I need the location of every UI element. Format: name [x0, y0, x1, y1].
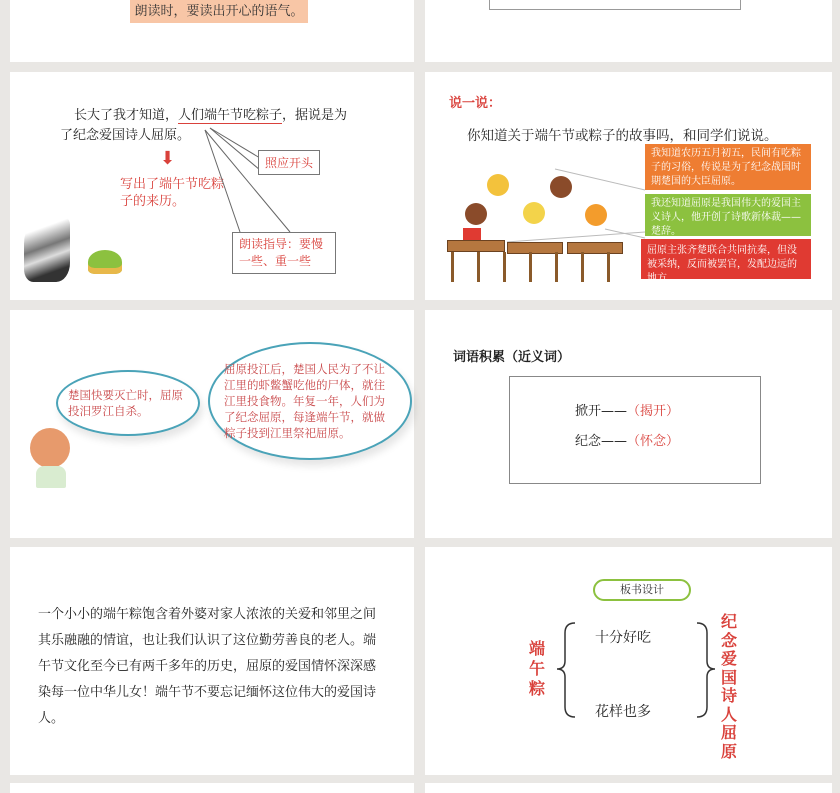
callout-reading-guide: 朗读指导：要慢一些、重一些 — [232, 232, 336, 274]
paren: （ — [627, 434, 641, 449]
synonym-row-2 — [575, 430, 679, 449]
story-box-1: 我知道农历五月初五，民间有吃粽子的习俗，传说是为了纪念战国时期楚国的大臣屈原。 — [645, 144, 811, 190]
passage-underlined: 人们端午节吃粽子 — [178, 108, 283, 123]
word: 掀开—— — [575, 404, 628, 419]
slide-6[interactable] — [10, 547, 414, 775]
board-item-2: 花样也多 — [595, 704, 651, 720]
speech-bubble-small: 楚国快要灭亡时，屈原投汨罗江自杀。 — [56, 370, 200, 436]
girl-body — [36, 466, 66, 488]
slide-8[interactable] — [10, 783, 414, 793]
frame-box — [489, 0, 741, 10]
slide-9[interactable] — [425, 783, 832, 793]
slide-1[interactable] — [10, 0, 414, 62]
summary-paragraph: 一个小小的端午粽饱含着外婆对家人浓浓的关爱和邻里之间其乐融融的情谊，也让我们认识了这位勤劳善良的老人。端午节文化至今已有两千多年的历史，屈原的爱国情怀深深感染每一位中华儿女！端午节不要忘记缅怀这位伟大的爱国诗人。 — [38, 607, 377, 726]
slide-heading: 说一说： — [449, 96, 502, 111]
passage-pre: 长大了我才知道， — [74, 108, 179, 123]
story-box-3: 屈原主张齐楚联合共同抗秦，但没被采纳，反而被罢官，发配边远的地方。 — [641, 239, 811, 279]
passage-line2: 了纪念爱国诗人屈原。 — [60, 128, 191, 143]
slide-heading: 词语积累（近义词） — [453, 350, 571, 365]
slide-3[interactable] — [425, 72, 832, 300]
question: 你知道关于端午节或粽子的故事吗，和同学们说说。 — [467, 128, 778, 144]
answer: 怀念 — [640, 434, 667, 449]
zongzi-illustration — [88, 250, 122, 274]
down-arrow-icon: ⬇ — [160, 148, 176, 169]
answer: 揭开 — [640, 404, 667, 419]
reading-tip: 朗读时，要读出开心的语气。 — [130, 0, 308, 23]
board-item-1: 十分好吃 — [595, 630, 651, 646]
story-box-2: 我还知道屈原是我国伟大的爱国主义诗人，他开创了诗歌新体裁——楚辞。 — [645, 194, 811, 236]
slide-7[interactable] — [425, 547, 832, 775]
paren: ） — [666, 404, 680, 419]
slide-2[interactable] — [10, 72, 414, 300]
callout-echo: 照应开头 — [258, 150, 320, 175]
slide-5[interactable] — [425, 310, 832, 538]
slide-4[interactable] — [10, 310, 414, 538]
quyuan-illustration — [24, 218, 70, 282]
callout-lines — [10, 72, 414, 300]
girl-illustration — [30, 428, 70, 468]
brace-icon — [425, 547, 832, 775]
synonym-row-1 — [575, 400, 679, 419]
paren: （ — [627, 404, 641, 419]
note-red: 写出了端午节吃粽子的来历。 — [120, 177, 225, 209]
word: 纪念—— — [575, 434, 628, 449]
left-title: 端午粽 — [529, 639, 546, 698]
paren: ） — [666, 434, 680, 449]
slide-1b[interactable] — [425, 0, 832, 62]
passage-post: ，据说是为 — [282, 108, 348, 123]
speech-bubble-large: 屈原投江后，楚国人民为了不让江里的虾鳖蟹吃他的尸体，就往江里投食物。年复一年，人们为了纪念屈原，每逢端午节，就做粽子投到江里祭祀屈原。 — [208, 342, 412, 460]
board-design-badge: 板书设计 — [593, 579, 691, 601]
right-title: 纪念爱国诗人屈原 — [721, 612, 738, 761]
